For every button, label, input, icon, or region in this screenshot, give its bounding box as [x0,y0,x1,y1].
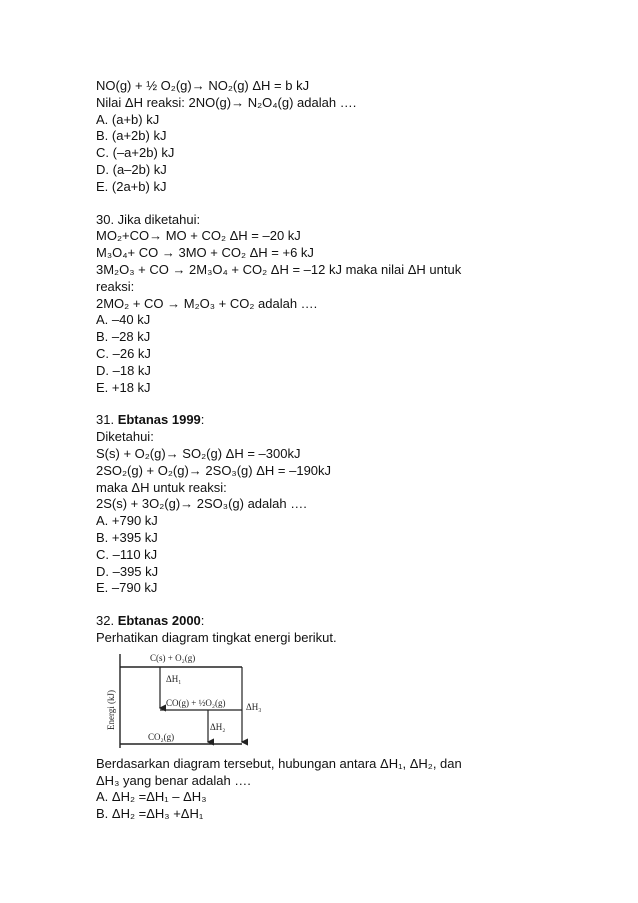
q30-eq3b: reaksi: [96,278,135,294]
q29-option-e: E. (2a+b) kJ [96,178,167,194]
q31-colon: : [200,412,205,428]
q30-eq2: M₃O₄+ CO → 3MO + CO₂ ΔH = +6 kJ [96,245,314,261]
q29-line2: Nilai ΔH reaksi: 2NO(g)→ N₂O₄(g) adalah …. [96,94,357,110]
level-bottom-label: CO₂(g) [148,731,175,742]
dh3-label: ΔH₃ [246,701,262,712]
q30-option-d: D. –18 kJ [96,362,151,378]
spacer [96,396,556,412]
dh1-label: ΔH₁ [166,673,182,684]
q30-option-b: B. –28 kJ [96,329,151,345]
q30-eq3: 3M₂O₃ + CO → 2M₃O₄ + CO₂ ΔH = –12 kJ maka nilai ΔH untuk [96,261,462,277]
q31-number: 31. [96,412,118,428]
q32-colon: : [200,613,205,629]
q32-option-b: B. ΔH₂ =ΔH₃ +ΔH₁ [96,806,204,822]
q30-title: 30. Jika diketahui: [96,211,201,227]
y-axis-label: Energi (kJ) [106,689,116,730]
spacer [96,196,556,212]
q32-option-a: A. ΔH₂ =ΔH₁ – ΔH₃ [96,789,207,805]
q32-text1: Berdasarkan diagram tersebut, hubungan antara ΔH₁, ΔH₂, dan [96,755,462,771]
q30-option-c: C. –26 kJ [96,345,151,361]
q30-option-a: A. –40 kJ [96,312,151,328]
q31-source: Ebtanas 1999 [117,412,201,428]
energy-diagram-svg [100,650,290,750]
q32-source: Ebtanas 2000 [117,613,201,629]
q29-line1: NO(g) + ½ O₂(g)→ NO₂(g) ΔH = b kJ [96,78,310,93]
q31-question: 2S(s) + 3O₂(g)→ 2SO₃(g) adalah …. [96,496,307,512]
q29-option-d: D. (a–2b) kJ [96,161,167,177]
q31-eq2: 2SO₂(g) + O₂(g)→ 2SO₃(g) ΔH = –190kJ [96,462,332,478]
q29-option-b: B. (a+2b) kJ [96,128,167,144]
q31-maka: maka ΔH untuk reaksi: [96,479,227,495]
dh2-label: ΔH₂ [210,721,226,732]
spacer [96,597,556,613]
q30-option-e: E. +18 kJ [96,379,151,395]
q32-number: 32. [96,613,118,629]
q31-title [96,412,556,429]
q31-eq1: S(s) + O₂(g)→ SO₂(g) ΔH = –300kJ [96,445,301,461]
q31-option-b: B. +395 kJ [96,529,158,545]
q31-option-a: A. +790 kJ [96,513,158,529]
q30-question: 2MO₂ + CO → M₂O₃ + CO₂ adalah …. [96,295,318,311]
q31-option-d: D. –395 kJ [96,563,159,579]
q29-option-c: C. (–a+2b) kJ [96,145,175,161]
q31-option-e: E. –790 kJ [96,580,158,596]
q32-intro: Perhatikan diagram tingkat energi berikut. [96,629,337,645]
level-top-label: C(s) + O₂(g) [150,652,196,663]
q32-title [96,613,556,630]
q31-known: Diketahui: [96,429,154,445]
level-mid-label: CO(g) + ½O₂(g) [166,697,226,708]
q32-text2: ΔH₃ yang benar adalah …. [96,772,251,788]
q30-eq1: MO₂+CO→ MO + CO₂ ΔH = –20 kJ [96,228,301,244]
document-page [96,78,556,823]
q29-option-a: A. (a+b) kJ [96,111,160,127]
q31-option-c: C. –110 kJ [96,546,158,562]
energy-level-diagram [100,650,556,750]
